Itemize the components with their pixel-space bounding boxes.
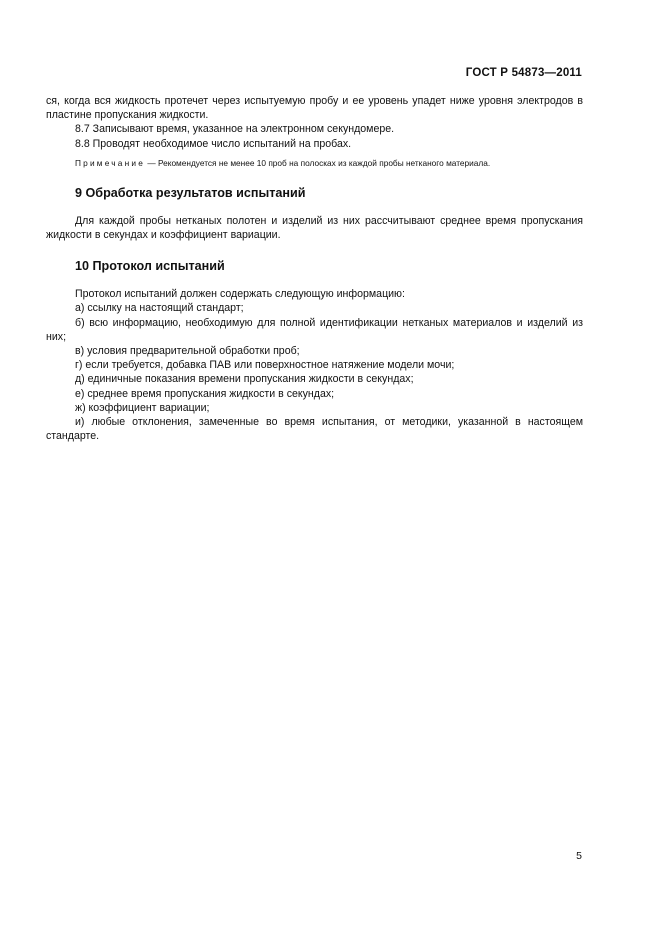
section-9-heading: 9 Обработка результатов испытаний	[75, 185, 306, 200]
continued-paragraph: ся, когда вся жидкость протечет через испытуемую пробу и ее уровень упадет ниже уровня электродов в пластине пропускания жидкости.	[46, 95, 583, 122]
list-item: е) среднее время пропускания жидкости в секундах;	[75, 387, 335, 400]
step-8-8: 8.8 Проводят необходимое число испытаний на пробах.	[75, 137, 352, 150]
section-9-text: Для каждой пробы нетканых полотен и изделий из них рассчитывают среднее время пропускания жидкости в секундах и коэффициент вариации.	[46, 214, 583, 242]
note-text: — Рекомендуется не менее 10 проб на полосках из каждой пробы нетканого материала.	[145, 157, 491, 168]
note	[46, 157, 583, 169]
list-item: а) ссылку на настоящий стандарт;	[75, 302, 244, 315]
protocol-items-list	[46, 301, 583, 443]
note-label: Примечание	[75, 157, 146, 168]
document-code: ГОСТ Р 54873—2011	[465, 67, 582, 79]
list-item: и) любые отклонения, замеченные во время испытания, от методики, указанной в настоящем стандарте.	[46, 416, 583, 443]
section-10-heading: 10 Протокол испытаний	[75, 259, 225, 274]
list-item: в) условия предварительной обработки проб;	[75, 345, 300, 358]
page-content	[46, 94, 583, 443]
step-8-7: 8.7 Записывают время, указанное на электронном секундомере.	[75, 123, 395, 136]
page-number: 5	[576, 850, 582, 862]
list-item: г) если требуется, добавка ПАВ или поверхностное натяжение модели мочи;	[75, 359, 455, 372]
section-10-intro: Протокол испытаний должен содержать следующую информацию:	[75, 288, 405, 301]
list-item: ж) коэффициент вариации;	[75, 401, 210, 414]
list-item: д) единичные показания времени пропускания жидкости в секундах;	[75, 373, 414, 386]
list-item: б) всю информацию, необходимую для полной идентификации нетканых материалов и изделий из них;	[46, 316, 583, 343]
